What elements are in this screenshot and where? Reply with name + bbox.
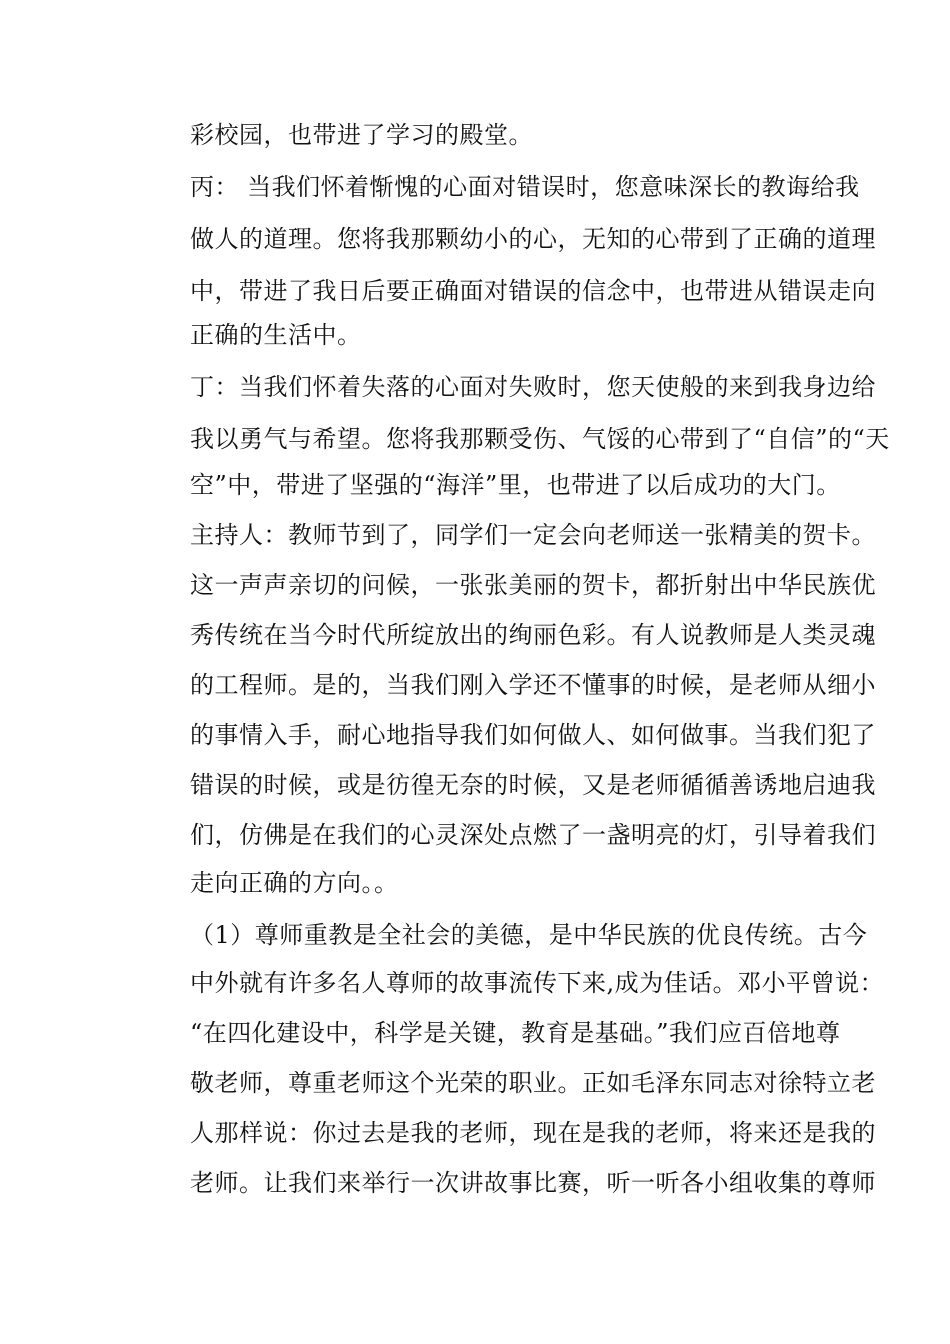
text-line: 空”中，带进了坚强的“海洋”里，也带进了以后成功的大门。 [190, 471, 841, 499]
text-line: 走向正确的方向。。 [190, 869, 399, 897]
text-line: 正确的生活中。 [190, 321, 362, 349]
text-line: 这一声声亲切的问候，一张张美丽的贺卡，都折射出中华民族优 [190, 571, 876, 599]
text-line: 丙： 当我们怀着惭愧的心面对错误时，您意味深长的教诲给我 [190, 173, 860, 201]
text-line: （1）尊师重教是全社会的美德，是中华民族的优良传统。古今 [190, 921, 868, 949]
text-line: 我以勇气与希望。您将我那颗受伤、气馁的心带到了“自信”的“天 [190, 425, 890, 453]
text-line: 彩校园，也带进了学习的殿堂。 [190, 121, 533, 149]
text-line: 敬老师，尊重老师这个光荣的职业。正如毛泽东同志对徐特立老 [190, 1069, 876, 1097]
text-line: 们，仿佛是在我们的心灵深处点燃了一盏明亮的灯，引导着我们 [190, 821, 876, 849]
text-line: 中外就有许多名人尊师的故事流传下来,成为佳话。邓小平曾说： [190, 969, 885, 997]
text-line: 中，带进了我日后要正确面对错误的信念中，也带进从错误走向 [190, 277, 876, 305]
text-line: “在四化建设中，科学是关键，教育是基础。”我们应百倍地尊 [190, 1019, 841, 1047]
text-line: 老师。让我们来举行一次讲故事比赛，听一听各小组收集的尊师 [190, 1169, 876, 1197]
text-line: 的事情入手，耐心地指导我们如何做人、如何做事。当我们犯了 [190, 721, 876, 749]
text-line: 的工程师。是的，当我们刚入学还不懂事的时候，是老师从细小 [190, 671, 876, 699]
text-line: 人那样说：你过去是我的老师，现在是我的老师，将来还是我的 [190, 1119, 876, 1147]
text-line: 错误的时候，或是彷徨无奈的时候，又是老师循循善诱地启迪我 [190, 771, 876, 799]
text-line: 做人的道理。您将我那颗幼小的心，无知的心带到了正确的道理 [190, 225, 876, 253]
text-line: 丁：当我们怀着失落的心面对失败时，您天使般的来到我身边给 [190, 373, 876, 401]
text-line: 主持人：教师节到了，同学们一定会向老师送一张精美的贺卡。 [190, 521, 876, 549]
text-line: 秀传统在当今时代所绽放出的绚丽色彩。有人说教师是人类灵魂 [190, 621, 876, 649]
